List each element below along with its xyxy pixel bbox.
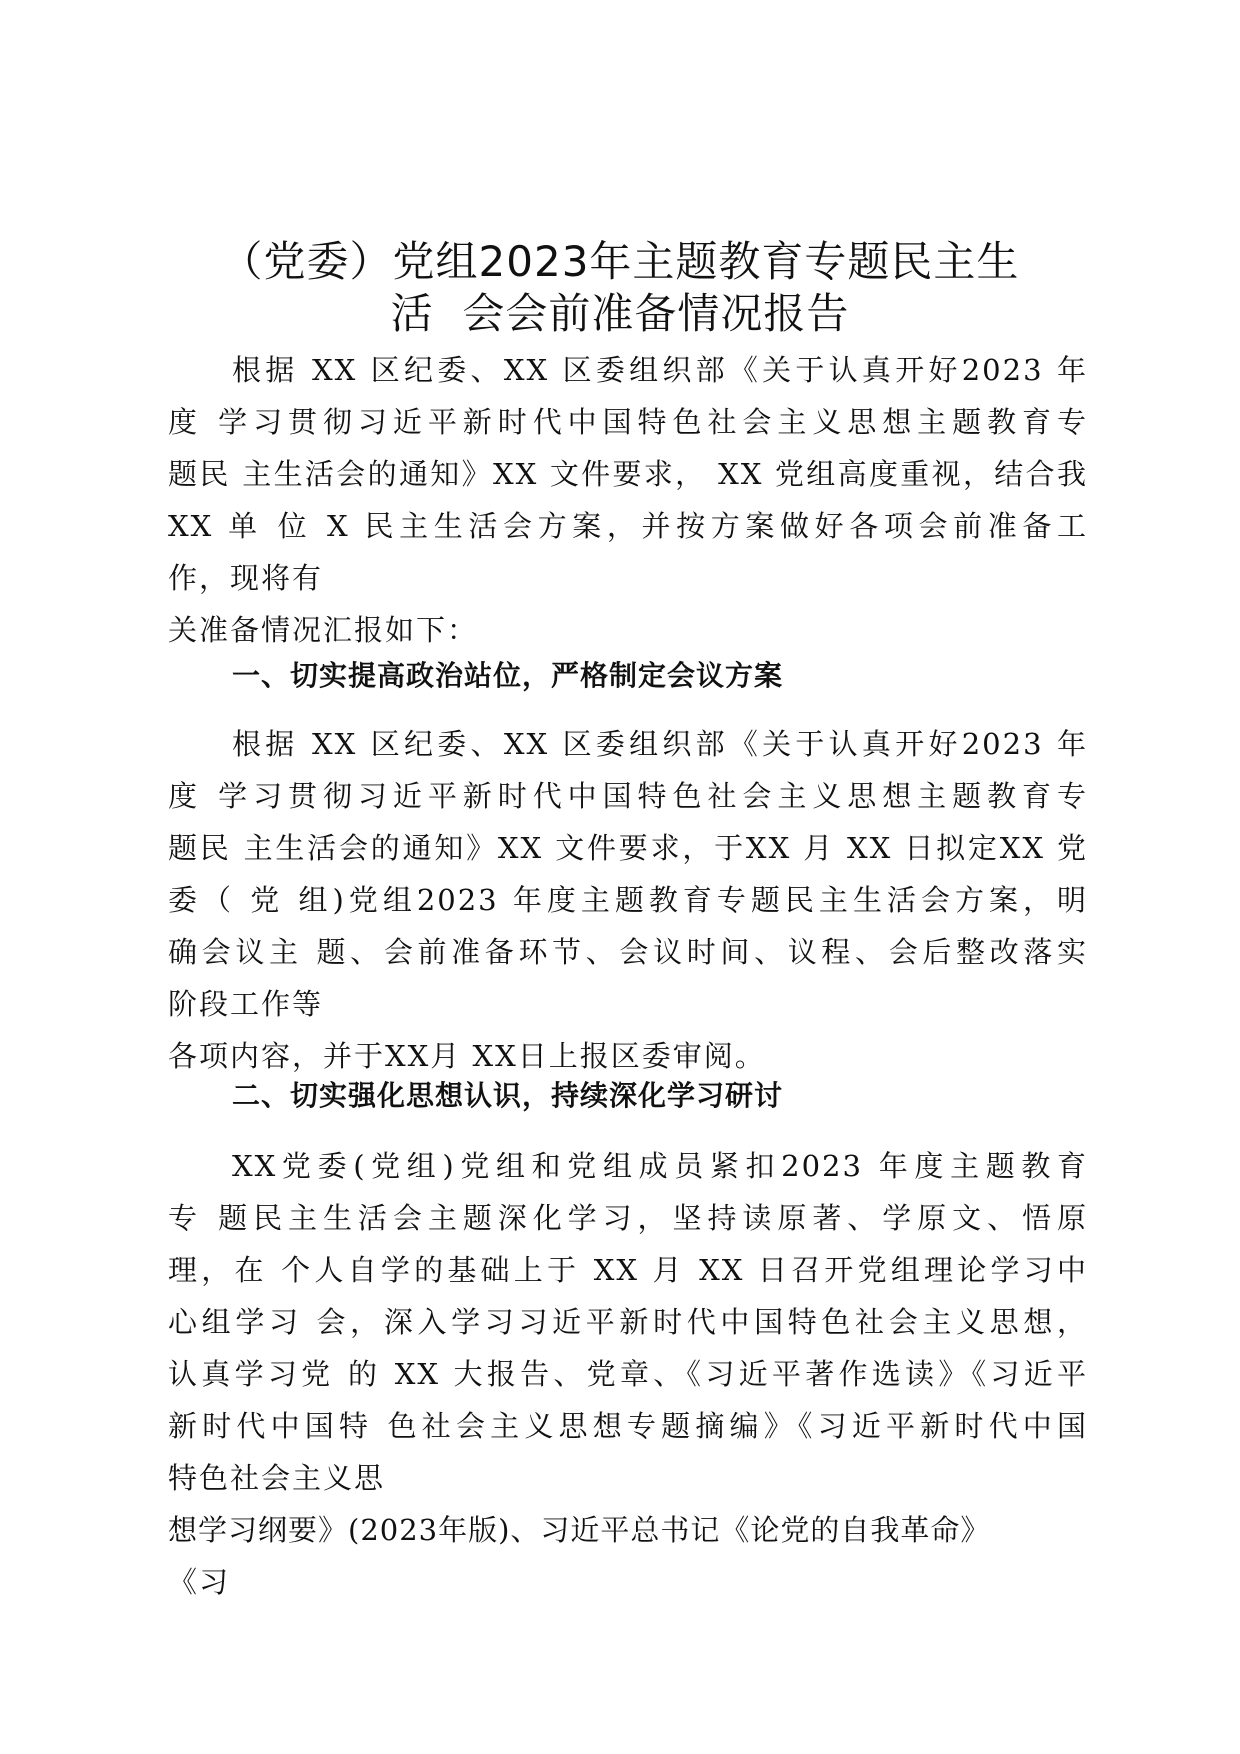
paragraph-line: 度 学习贯彻习近平新时代中国特色社会主义思想主题教育专 — [168, 779, 1088, 813]
title-line-1: （党委）党组2023年主题教育专题民主生 — [220, 237, 1020, 286]
intro-paragraph — [168, 344, 1088, 656]
paragraph-line: 阶段工作等 — [168, 987, 324, 1021]
title-line-2: 活 会会前准备情况报告 — [390, 289, 850, 338]
section-1 — [168, 650, 1088, 702]
paragraph-line: 关准备情况汇报如下： — [168, 613, 479, 647]
paragraph-line: 特色社会主义思 — [168, 1461, 386, 1495]
paragraph-line: 根据 XX 区纪委、XX 区委组织部《关于认真开好2023 年 — [232, 353, 1088, 387]
paragraph-line: 作，现将有 — [168, 561, 324, 595]
paragraph-line: XX党委(党组)党组和党组成员紧扣2023 年度主题教育 — [232, 1149, 1088, 1183]
paragraph-line: 题民 主生活会的通知》XX 文件要求， XX 党组高度重视，结合我 — [168, 457, 1088, 491]
paragraph-line: 想学习纲要》(2023年版)、习近平总书记《论党的自我革命》 — [168, 1513, 991, 1547]
paragraph-line: 度 学习贯彻习近平新时代中国特色社会主义思想主题教育专 — [168, 405, 1088, 439]
section-2 — [168, 1070, 1088, 1122]
paragraph-line: 《习 — [168, 1565, 231, 1599]
paragraph-line: 认真学习党 的 XX 大报告、党章、《习近平著作选读》《习近平 — [168, 1357, 1088, 1391]
paragraph-line: 根据 XX 区纪委、XX 区委组织部《关于认真开好2023 年 — [232, 727, 1088, 761]
paragraph-line: 专 题民主生活会主题深化学习，坚持读原著、学原文、悟原 — [168, 1201, 1088, 1235]
paragraph-line: 各项内容，并于XX月 XX日上报区委审阅。 — [168, 1039, 766, 1073]
paragraph-line: 确会议主 题、会前准备环节、会议时间、议程、会后整改落实 — [168, 935, 1088, 969]
paragraph-line: 心组学习 会，深入学习习近平新时代中国特色社会主义思想， — [168, 1305, 1088, 1339]
section-heading: 一、切实提高政治站位，严格制定会议方案 — [232, 659, 784, 692]
paragraph-line: 委（ 党 组)党组2023 年度主题教育专题民主生活会方案，明 — [168, 883, 1088, 917]
paragraph-line: XX 单 位 X 民主生活会方案，并按方案做好各项会前准备工 — [168, 509, 1088, 543]
section-1-paragraph — [168, 718, 1088, 1082]
document-title — [0, 236, 1240, 340]
paragraph-line: 新时代中国特 色社会主义思想专题摘编》《习近平新时代中国 — [168, 1409, 1088, 1443]
section-2-paragraph — [168, 1140, 1088, 1608]
section-heading: 二、切实强化思想认识，持续深化学习研讨 — [232, 1079, 784, 1112]
paragraph-line: 题民 主生活会的通知》XX 文件要求，于XX 月 XX 日拟定XX 党 — [168, 831, 1088, 865]
paragraph-line: 理，在 个人自学的基础上于 XX 月 XX 日召开党组理论学习中 — [168, 1253, 1088, 1287]
